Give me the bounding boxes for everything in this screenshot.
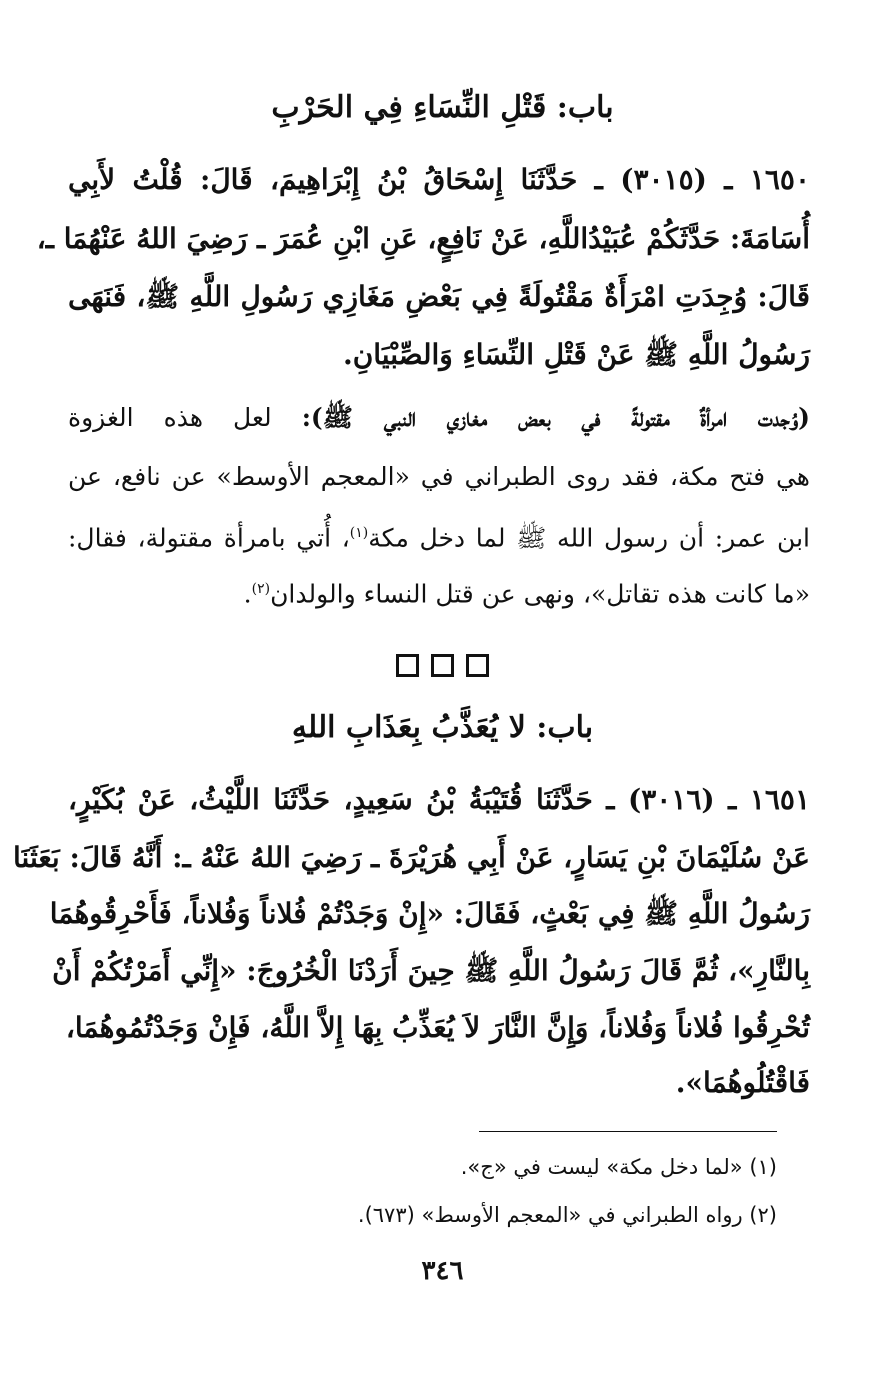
- footnote-reference[interactable]: (١): [349, 525, 369, 541]
- separator-square-icon: [466, 654, 489, 677]
- commentary-text: لعل هذه الغزوة: [68, 403, 272, 432]
- commentary-line: هي فتح مكة، فقد روى الطبراني في «المعجم الأوسط» عن نافع، عن: [68, 462, 810, 491]
- footnote-2: (٢) رواه الطبراني في «المعجم الأوسط» (٦٧٣).: [357, 1203, 777, 1227]
- hadith-line: ١٦٥٠ ـ (٣٠١٥) ـ حَدَّثَنَا إِسْحَاقُ بْنُ إِبْرَاهِيمَ، قَالَ: قُلْتُ لأَبِي: [68, 163, 810, 196]
- separator-square-icon: [396, 654, 419, 677]
- footnote-1: (١) «لما دخل مكة» ليست في «ج».: [460, 1155, 777, 1179]
- hadith-line: فَاقْتُلُوهُمَا».: [675, 1066, 810, 1099]
- hadith-line: بِالنَّارِ»، ثُمَّ قَالَ رَسُولُ اللَّهِ ﷺ حِينَ أَرَدْنَا الْخُرُوجَ: «إِنِّي أَمَرْتُكُمْ أَنْ: [52, 954, 810, 987]
- hadith-line: قَالَ: وُجِدَتِ امْرَأَةٌ مَقْتُولَةً فِي بَعْضِ مَغَازِي رَسُولِ اللَّهِ ﷺ، فَنَهَى: [68, 280, 810, 313]
- hadith-line: تُحْرِقُوا فُلاناً وَفُلاناً، وَإِنَّ النَّارَ لاَ يُعَذِّبُ بِهَا إِلاَّ اللَّهُ، فَإِنْ وَجَدْتُمُوهُمَا،: [65, 1011, 810, 1044]
- hadith-line: ١٦٥١ ـ (٣٠١٦) ـ حَدَّثَنَا قُتَيْبَةُ بْنُ سَعِيدٍ، حَدَّثَنَا اللَّيْثُ، عَنْ بُكَيْرٍ،: [68, 783, 810, 816]
- hadith-line: رَسُولُ اللَّهِ ﷺ عَنْ قَتْلِ النِّسَاءِ وَالصِّبْيَانِ.: [342, 338, 810, 371]
- chapter-title-killing-women: باب: قَتْلِ النِّسَاءِ فِي الحَرْبِ: [271, 90, 614, 125]
- footnote-reference[interactable]: (٢): [251, 581, 271, 597]
- page-number: ٣٤٦: [421, 1256, 464, 1286]
- commentary-text: ابن عمر: أن رسول الله ﷺ لما دخل مكة: [368, 523, 810, 553]
- footnote-divider: [479, 1131, 777, 1132]
- commentary-lemma: (وُجدت امرأةٌ مقتولةً في بعض مغازي النبي ﷺ):: [301, 403, 811, 432]
- separator-square-icon: [431, 654, 454, 677]
- chapter-title-no-punishment-by-fire: باب: لا يُعَذَّبُ بِعَذَابِ اللهِ: [291, 710, 594, 745]
- commentary-text: .: [243, 579, 252, 609]
- commentary-text: ، أُتي بامرأة مقتولة، فقال:: [68, 523, 350, 553]
- commentary-line: [68, 400, 810, 436]
- hadith-line: عَنْ سُلَيْمَانَ بْنِ يَسَارٍ، عَنْ أَبِي هُرَيْرَةَ ـ رَضِيَ اللهُ عَنْهُ ـ: أَنَّهُ قَالَ: بَعَثَنَا: [12, 841, 810, 874]
- commentary-line: [68, 515, 810, 556]
- hadith-line: أُسَامَةَ: حَدَّثَكُمْ عُبَيْدُاللَّهِ، عَنْ نَافِعٍ، عَنِ ابْنِ عُمَرَ ـ رَضِيَ اللهُ عَنْهُمَا ـ،: [36, 222, 810, 255]
- hadith-line: رَسُولُ اللَّهِ ﷺ فِي بَعْثٍ، فَقَالَ: «إِنْ وَجَدْتُمْ فُلاناً وَفُلاناً، فَأَحْرِقُوهُمَا: [49, 897, 810, 930]
- commentary-line: [68, 571, 810, 612]
- section-separator: [0, 650, 885, 678]
- commentary-text: «ما كانت هذه تقاتل»، ونهى عن قتل النساء والولدان: [270, 579, 810, 609]
